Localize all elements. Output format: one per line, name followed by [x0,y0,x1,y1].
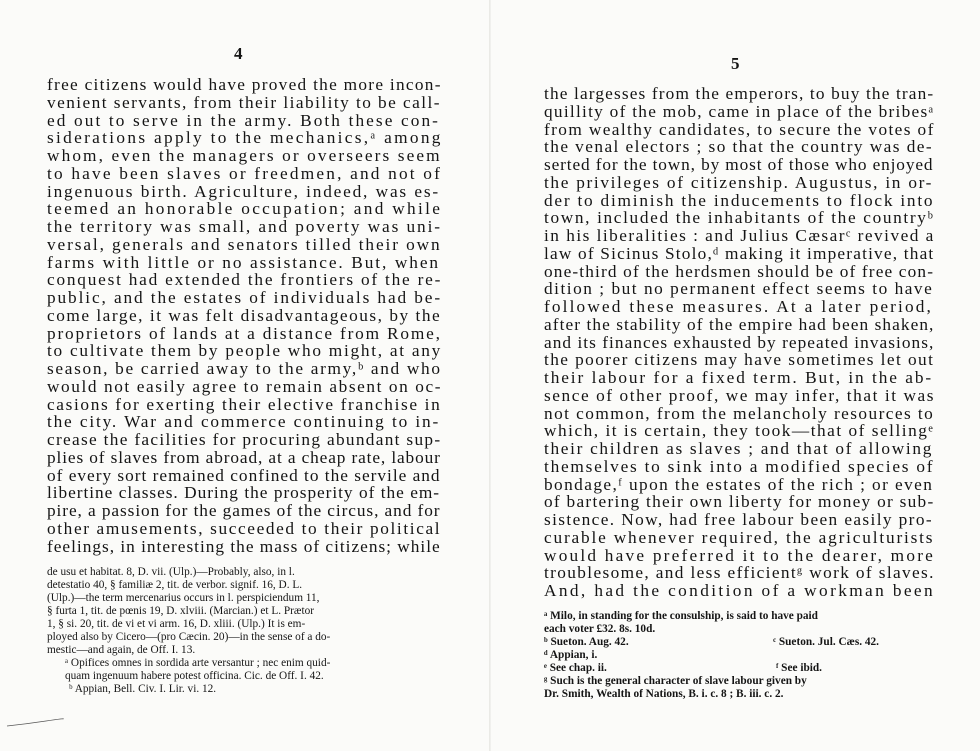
text-line: casions for exerting their elective franchise in [47,394,442,414]
text-line: town, included the inhabitants of the countryᵇ [544,208,935,228]
footnote-line: mestic—and again, de Off. I. 13. [47,644,196,656]
footnote-a: ᵃ Milo, in standing for the consulship, is said to have paid [544,610,818,622]
text-line: plies of slaves from abroad, at a cheap rate, labour [47,447,441,467]
text-line: the venal electors ; so that the country was de- [544,137,934,157]
text-line: other amusements, succeeded to their political [47,518,442,538]
footnote-line: (Ulp.)—the term mercenarius occurs in l. perspiciendum 11, [47,592,320,604]
footnote-g: ᵍ Such is the general character of slave labour given by [544,675,807,687]
text-line: feelings, in interesting the mass of citizens; while [47,536,441,556]
text-line: conquest had extended the frontiers of the re- [47,270,443,290]
text-line: the privileges of citizenship. Augustus, in or- [544,172,933,192]
text-line: der to diminish the inducements to flock into [544,190,935,210]
footnote-line: ᵃ Opifices omnes in sordida arte versantur ; nec enim quid- [65,657,331,669]
text-line: serted for the town, by most of those who enjoyed [544,155,934,174]
margin-pencil-mark [6,718,64,728]
text-line: of bartering their own liberty for money or sub- [544,492,935,512]
right-page-body [544,84,936,600]
text-line: And, had the condition of a workman been [544,581,936,600]
text-line: crease the facilities for procuring abundant sup- [47,430,442,449]
text-line: of every sort remained confined to the servile and [47,465,441,485]
text-line: the largesses from the emperors, to buy the tran- [544,84,935,103]
text-line: curable whenever required, the agriculturists [544,527,935,547]
footnote-line: § furta 1, tit. de pœnis 19, D. xlviii. (Marcian.) et L. Prætor [47,605,314,617]
text-line: to have been slaves or freedmen, and not of [47,163,443,183]
footnote-f: ᶠ See ibid. [776,662,822,674]
text-line: farms with little or no assistance. But, when [47,252,440,272]
text-line: and its finances exhausted by repeated invasions, [544,332,935,352]
footnote-row-ef [544,662,937,675]
text-line: teemed an honorable occupation; and while [47,199,443,219]
footnote-line: detestatio 40, § familiæ 2, tit. de verbor. signif. 16, D. L. [47,579,303,591]
right-page-number: 5 [731,54,740,73]
footnote-line: ployed also by Cicero—(pro Cæcin. 20)—in the sense of a do- [47,631,331,643]
text-line: law of Sicinus Stolo,ᵈ making it imperative, that [544,243,935,263]
text-line: one-third of the herdsmen should be of free con- [544,261,935,281]
footnote-line: ᵇ Appian, Bell. Civ. I. Lir. vi. 12. [69,683,217,695]
text-line: bondage,ᶠ upon the estates of the rich ; or even [544,474,934,494]
text-line: not common, from the melancholy resources to [544,403,935,423]
footnote-e: ᵉ See chap. ii. [544,662,607,674]
text-line: which, it is certain, they took—that of sellingᵉ [544,421,935,441]
text-line: the territory was small, and poverty was uni- [47,217,442,236]
text-line: venient servants, from their liability to be call- [47,92,441,112]
footnote-line: de usu et habitat. 8, D. vii. (Ulp.)—Probably, also, in l. [47,566,295,578]
text-line: from wealthy candidates, to secure the votes of [544,119,935,139]
text-line: themselves to sink into a modified species of [544,456,935,476]
text-line: would not easily agree to remain absent on oc- [47,376,443,396]
text-line: would have preferred it to the dearer, more [544,545,936,565]
text-line: siderations apply to the mechanics,ᵃ among [47,128,443,148]
text-line: the poorer citizens may have sometimes let out [544,350,935,370]
left-page-number: 4 [234,44,243,63]
text-line: ingenuous birth. Agriculture, indeed, was es- [47,181,440,201]
text-line: in his liberalities : and Julius Cæsarᶜ revived a [544,226,935,245]
left-page-body [47,75,443,556]
text-line: dition ; but no permanent effect seems to have [544,279,934,299]
text-line: libertine classes. During the prosperity of the em- [47,483,440,503]
left-footnotes [47,566,447,696]
text-line: come large, it was felt disadvantageous, by the [47,305,442,325]
right-body-paragraph [544,84,936,600]
text-line: followed these measures. At a later period, [544,297,933,316]
text-line: to cultivate them by people who might, at any [47,341,442,361]
text-line: their children as slaves ; and that of allowing [544,439,934,458]
footnote-line: quam ingenuum habere potest officina. Cic. de Off. I. 42. [65,670,324,682]
text-line: season, be carried away to the army,ᵇ and who [47,359,442,378]
text-line: quillity of the mob, came in place of the bribesᵃ [544,101,935,121]
right-footnotes [544,610,937,701]
text-line: proprietors of lands at a distance from Rome, [47,323,442,343]
left-body-paragraph [47,75,443,556]
text-line: sence of other proof, we may infer, that it was [544,385,936,405]
text-line: sistence. Now, had free labour been easily pro- [544,510,933,529]
footnote-c: ᶜ Sueton. Jul. Cæs. 42. [773,636,879,648]
text-line: whom, even the managers or overseers seem [47,146,442,165]
text-line: the city. War and commerce continuing to in- [47,412,440,432]
text-line: ed out to serve in the army. Both these con- [47,110,440,130]
text-line: after the stability of the empire had been shaken, [544,314,935,334]
footnote-g-cont: Dr. Smith, Wealth of Nations, B. i. c. 8 ; B. iii. c. 2. [544,688,784,700]
footnote-b: ᵇ Sueton. Aug. 42. [544,636,629,648]
text-line: troublesome, and less efficientᵍ work of slaves. [544,563,935,583]
text-line: public, and the estates of individuals had be- [47,288,442,307]
text-line: free citizens would have proved the more incon- [47,75,442,94]
footnote-d: ᵈ Appian, i. [544,649,598,661]
footnote-a-cont: each voter £32. 8s. 10d. [544,623,656,635]
page-gutter [489,0,491,751]
text-line: pire, a passion for the games of the circus, and for [47,501,441,520]
footnote-line: 1, § si. 20, tit. de vi et vi arm. 16, D. xliii. (Ulp.) It is em- [47,618,306,630]
footnote-row-bc [544,636,937,649]
text-line: versal, generals and senators tilled their own [47,234,442,254]
text-line: their labour for a fixed term. But, in the ab- [544,368,933,387]
